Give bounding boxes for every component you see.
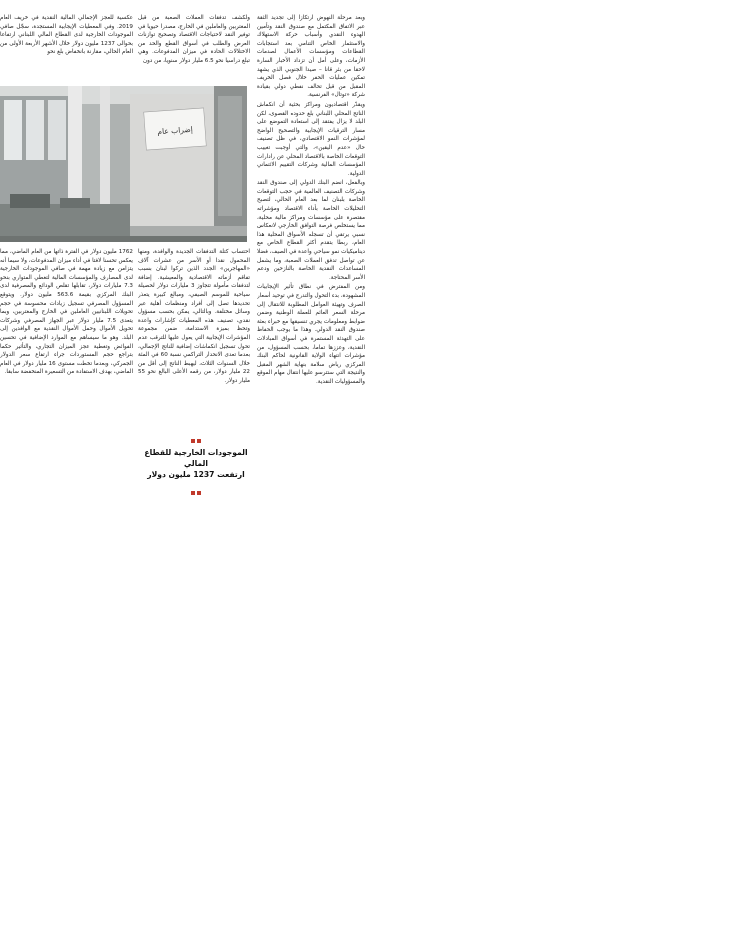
red-square-icon (191, 439, 195, 443)
article-column-left-top (0, 14, 133, 86)
paragraph: احتساب كتلة التدفقات الجديدة والوافدة، ومنها المحمول نقدا أو الأسر من عشرات آلاف «المهاجرين» الجدد الذين تركوا لبنان بسبب تفاقم أزماته الاقتصادية والمعيشية. إضافة لتدفقات مأمولة تتجاوز 3 مليارات دولار لحصيلة سياحية للموسم الصيفي، ومبالغ كبيرة يتعذر تحديدها تصل إلى أفراد ومنظمات أهلية عبر وسائل مختلفة. وبالتالي، يمكن بحسب مسؤول نقدي، تصنيف هذه المعطيات كإشارات واعدة وتحظ بميزة الاستدامة، ضمن مجموعة المؤشرات الإيجابية التي يعول عليها للترقب عدم تحول تسجيل انكماشات إضافية للناتج الإجمالي، بعدما تعدى الانحدار التراكمي نسبة 60 في المئة خلال السنوات الثلاث، ليهبط الناتج إلى أقل من 22 مليار دولار، من رقمه الأعلى البالغ نحو 55 مليار دولار. (138, 249, 250, 384)
bottom-markers (142, 480, 250, 499)
article-column-middle-bottom (138, 248, 250, 424)
article-column-left-bottom (0, 248, 133, 462)
paragraph: ولكشف تدفقات العملات الصعبة من قبل المغتربين والعاملين في الخارج، مصدرا حيويا في توفير النقد لاحتياجات الاقتصاد وتصحيح توازنات العرض والطلب في أسواق القطع والحد من الاختلالات الحادة في ميزان المدفوعات. وهي تبلغ دراسيا نحو 6.5 مليار دولار سنويا، من دون (138, 15, 250, 64)
article-photo (0, 86, 247, 242)
pull-quote-line-1: الموجودات الخارجية للقطاع المالي (144, 448, 248, 468)
red-square-icon (191, 491, 195, 495)
top-markers (142, 428, 250, 447)
sign-text: إضراب عام (157, 124, 194, 137)
paragraph: ويقدّر اقتصاديون ومراكز بحثية أن انكماش الناتج المحلي اللبناني بلغ حدوده القصوى، لكن البلد لا يزال يفتقد إلى استعادة التموضع على مسار الترقيات الإيجابية والتصحيح الواضح لمؤشرات النمو الاقتصادي، في ظل تصنيف حال «عدم اليقين»، والتي أوجبت تغييب التوقعات الخاصة بالاقتصاد المحلي عن رادارات المؤسسات المالية وشركات التقييم الائتماني الدولية. (257, 101, 365, 177)
office-strike-photo (0, 86, 247, 242)
pull-quote-line-2: ارتفعت 1237 مليون دولار (147, 470, 245, 479)
paragraph: ومن المفترض في نطاق تأثير الإيجابيات المشهودة، بدء التحول والتدرج في توحيد أسعار الصرف وتهيئة العوامل المطلوبة للانتقال إلى مرحلة السعر العائم للعملة الوطنية وضمن ضوابط ومعلومات يجري تنسيقها مع خبراء بعثة صندوق النقد الدولي. وهذا ما يوجب الحفاظ على التهدئة المستمرة في أسواق المبادلات النقدية، وعززها تماما، بحسب المسؤول، من مؤشرات انتهاء الولاية القانونية لحاكم البنك المركزي رياض سلامة بنهاية الشهر المقبل والنتيجة التي ستترسو عليها انتقال مهام الموقع والمسؤوليات النقدية. (257, 284, 365, 385)
paragraph: عكسية للعجز الإجمالي المالية النقدية في خريف العام 2019. وفي المعطيات الإيجابية المستجدة، سجّل صافي الموجودات الخارجية لدى القطاع المالي اللبناني ارتفاعا بحوالى 1237 مليون دولار خلال الأشهر الأربعة الأولى من العام الحالي، مقارنة بانخفاض بلغ نحو (0, 15, 133, 56)
strike-sign (144, 108, 207, 150)
article-column-right (257, 14, 365, 474)
pull-quote (142, 428, 250, 499)
paragraph: وبالفعل، انضم البنك الدولي إلى صندوق النقد وشركات التصنيف العالمية في حجب التوقعات الخاصة بلبنان لما بعد العام الحالي، لتصبح التحليلات الخاصة بأداء الاقتصاد ومؤشراته مقتصرة على مؤسسات ومراكز مالية محلية، مما يستخلص فرصة التوافق الخارجي لانعكاس نسبي يرتقي أن تسجله الأسواق المحلية هذا العام، ربطا بتقدم أكثر القطاع الخاص مع ديناميكيات نمو سياحي واعدة في الصيف، فضلا عن تواصل تدفق العملات الصعبة، وما يشمل المساعدات النقدية الخاصة بالنازحين ودعم الأسر المحتاجة. (257, 180, 365, 281)
article-column-middle-top (138, 14, 250, 86)
paragraph: 1762 مليون دولار في الفترة ذاتها من العام الماضي، مما يعكس تحسنا لافتا في أداء ميزان المدفوعات، ولا سيما أنه يتزامن مع زيادة مهمة في صافي الموجودات الخارجية لدى المصارف والمؤسسات المالية لتغطي المتواري بنحو 7.3 مليارات دولار، تقابلها تقلص الودائع والمصرفية لدى البنك المركزي بقيمة 563.6 مليون دولار. ويتوقع المسؤول المصرفي تسجيل زيادات محسوسة في حجم تحويلات اللبنانيين العاملين في الخارج والمغتربين، وبما يتعدى 7.5 مليار دولار عبر الجهاز المصرفي وشركات تحويل الأموال وحمل الأموال النقدية مع الوافدين إلى البلد. وهو ما سيساهم مع الموارد الإضافية في تحسين الفوائض وتغطية عجز الميزان التجاري، والتأثير حكما بتراجع حجم المستوردات جراء ارتفاع سعر الدولار الجمركي، وبعدما تخطت مستوى 16 مليار دولار في العام الماضي، بهدف الاستفادة من التسعيرة المنخفضة سابقا. (0, 249, 133, 376)
red-square-icon (197, 439, 201, 443)
paragraph: وبعد مرحلة النهوض ارتكازا إلى تجديد الثقة عبر الاتفاق المكتمل مع صندوق النقد وتأمين الهدوء النقدي وأسباب حركة الاستهلاك والاستثمار الخاص التنامي بعد استجابات القطاعات ومؤسسات الأعمال لصدمات الأزمات، وعلى أمل أن تزداد الأخبار السارة لاحقا من بئر قانا – صيدا الجنوبي الذي يشهد تمكين عمليات الحفر خلال فصل الخريف المقبل من قبل تحالف نفطي دولي بقيادة شركة «توتال» الفرنسية. (257, 15, 365, 99)
red-square-icon (197, 491, 201, 495)
